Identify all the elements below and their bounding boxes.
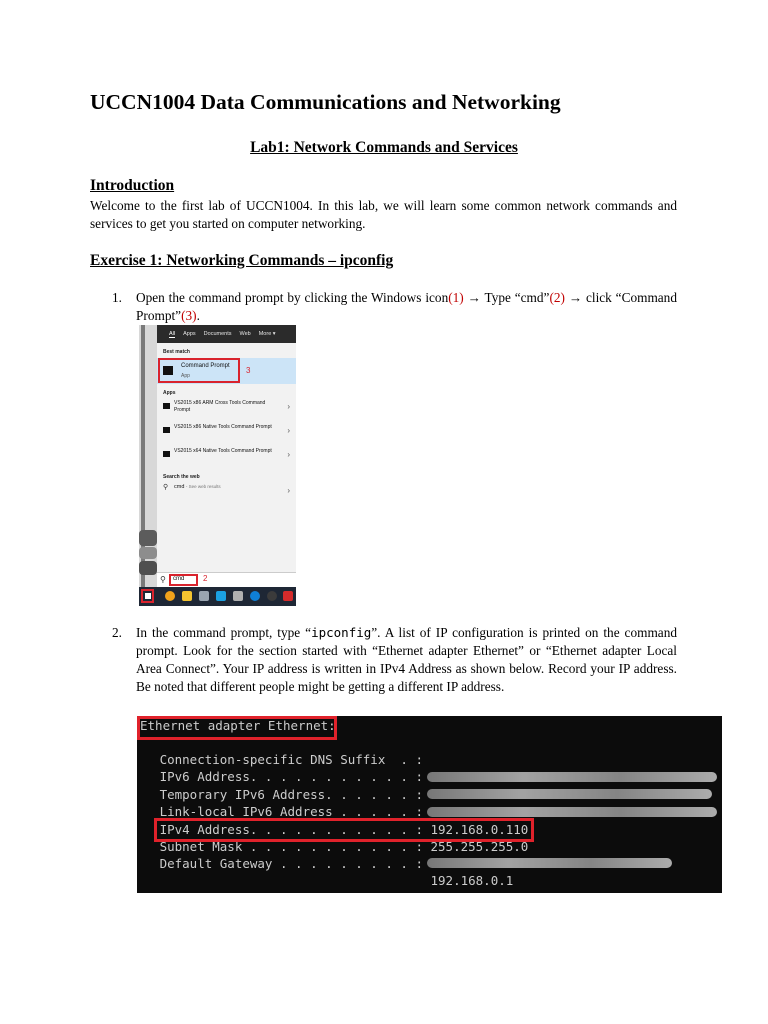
chevron-right-icon[interactable]: ›: [287, 486, 290, 495]
calculator-icon[interactable]: [233, 591, 243, 601]
annotation-3: 3: [246, 366, 251, 375]
document-title: UCCN1004 Data Communications and Networking: [90, 90, 561, 114]
app-icon[interactable]: [267, 591, 277, 601]
console-line-ipv6: IPv6 Address. . . . . . . . . . . :: [137, 769, 423, 784]
highlight-box-header: [137, 716, 337, 740]
web-result-text: [174, 484, 221, 490]
web-result[interactable]: [157, 482, 296, 496]
console-line-gateway-v4: 192.168.0.1: [137, 873, 514, 888]
highlight-box-3: [158, 358, 240, 383]
desktop-figure-part: [139, 561, 157, 575]
apps-label: Apps: [163, 390, 176, 396]
step-1-number: 1.: [112, 290, 122, 305]
search-box-value[interactable]: cmd: [173, 576, 185, 582]
exercise-1-heading: Exercise 1: Networking Commands – ipconfig: [90, 252, 394, 269]
redacted-value: [427, 858, 672, 868]
app-result-name: VS2015 x86 Native Tools Command Prompt: [174, 424, 272, 430]
app-result[interactable]: [157, 446, 296, 468]
windows-logo-icon: [145, 593, 151, 599]
step-1-part4: .: [196, 308, 200, 323]
introduction-heading: Introduction: [90, 177, 175, 194]
redacted-value: [427, 807, 717, 817]
console-line-dns-suffix: Connection-specific DNS Suffix . :: [137, 752, 423, 767]
chevron-right-icon[interactable]: ›: [287, 450, 290, 459]
redacted-value: [427, 789, 712, 799]
file-explorer-icon[interactable]: [182, 591, 192, 601]
step-1-ref2: (2): [549, 290, 565, 305]
ipconfig-command: ipconfig: [311, 625, 372, 640]
app-icon[interactable]: [199, 591, 209, 601]
step-2-part2: ”. A list of IP configuration is printed on the command prompt. Look for the section started with “Ethernet adapter Ethernet” or “Ethernet adapter Local Area Connect”. Your IP address is written in IPv4 Address as shown below. Record your IP address. Be noted that different people might be getting a different IP address.: [136, 625, 677, 694]
app-result-name: VS2015 x64 Native Tools Command Prompt: [174, 448, 272, 454]
best-match-label: Best match: [163, 349, 190, 355]
step-2-text: [136, 624, 677, 696]
highlight-box-ipv4: [154, 818, 534, 842]
taskbar-search-box[interactable]: [157, 572, 296, 588]
pdf-icon[interactable]: [283, 591, 293, 601]
tab-web[interactable]: Web: [239, 331, 251, 337]
step-2-part1: In the command prompt, type “: [136, 625, 312, 640]
console-line-gateway: Default Gateway . . . . . . . . . :: [137, 856, 423, 871]
step-1-text: [136, 289, 677, 325]
step-2-number: 2.: [112, 625, 122, 640]
terminal-icon: [163, 403, 170, 409]
console-line-temp-ipv6: Temporary IPv6 Address. . . . . . :: [137, 787, 423, 802]
app-result[interactable]: [157, 422, 296, 444]
step-1-ref3: (3): [181, 308, 197, 323]
terminal-icon: [163, 451, 170, 457]
step-1-part1: Open the command prompt by clicking the Windows icon: [136, 290, 449, 305]
tab-documents[interactable]: Documents: [203, 331, 232, 337]
terminal-icon: [163, 427, 170, 433]
lab-title: Lab1: Network Commands and Services: [250, 139, 518, 156]
chrome-icon[interactable]: [165, 591, 175, 601]
search-icon: ⚲: [163, 484, 169, 491]
highlight-box-2: [169, 574, 198, 586]
annotation-2: 2: [203, 574, 208, 583]
step-1-part2: → Type “cmd”: [463, 290, 550, 305]
redacted-value: [427, 772, 717, 782]
best-match-command-prompt[interactable]: [157, 358, 296, 384]
taskbar: [139, 587, 296, 606]
start-menu-panel: [157, 325, 296, 572]
tab-all[interactable]: All: [169, 330, 176, 337]
windows-start-icon[interactable]: [141, 589, 154, 603]
introduction-text: Welcome to the first lab of UCCN1004. In this lab, we will learn some common network commands and services to get you started on computer networking.: [90, 198, 677, 231]
search-web-label: Search the web: [163, 474, 200, 480]
step-1-part3: → click “Command Prompt”: [136, 290, 677, 323]
mail-icon[interactable]: [216, 591, 226, 601]
desktop-figure-part: [139, 530, 157, 546]
tab-apps[interactable]: Apps: [183, 331, 196, 337]
edge-icon[interactable]: [250, 591, 260, 601]
web-result-query: cmd: [174, 484, 185, 490]
ipconfig-console-screenshot: [137, 716, 722, 893]
best-match-name: Command Prompt: [181, 363, 230, 369]
start-menu-screenshot: [139, 325, 296, 606]
console-line-ipv4: IPv4 Address. . . . . . . . . . . : 192.168.0.110: [137, 822, 529, 837]
best-match-type: App: [181, 373, 190, 379]
app-result[interactable]: [157, 398, 296, 420]
chevron-right-icon[interactable]: ›: [287, 402, 290, 411]
chevron-right-icon[interactable]: ›: [287, 426, 290, 435]
web-result-hint: - See web results: [185, 484, 221, 489]
console-header: Ethernet adapter Ethernet:: [140, 718, 336, 733]
search-icon: ⚲: [160, 575, 166, 584]
app-result-name: VS2015 x86 ARM Cross Tools Command Prompt: [174, 400, 266, 413]
desktop-figure-part: [139, 547, 157, 559]
tab-more[interactable]: More ▾: [258, 331, 276, 337]
step-1-ref1: (1): [448, 290, 464, 305]
console-line-link-local: Link-local IPv6 Address . . . . . :: [137, 804, 423, 819]
console-line-subnet: Subnet Mask . . . . . . . . . . . : 255.255.255.0: [137, 839, 529, 854]
start-menu-tabs: [157, 325, 296, 343]
